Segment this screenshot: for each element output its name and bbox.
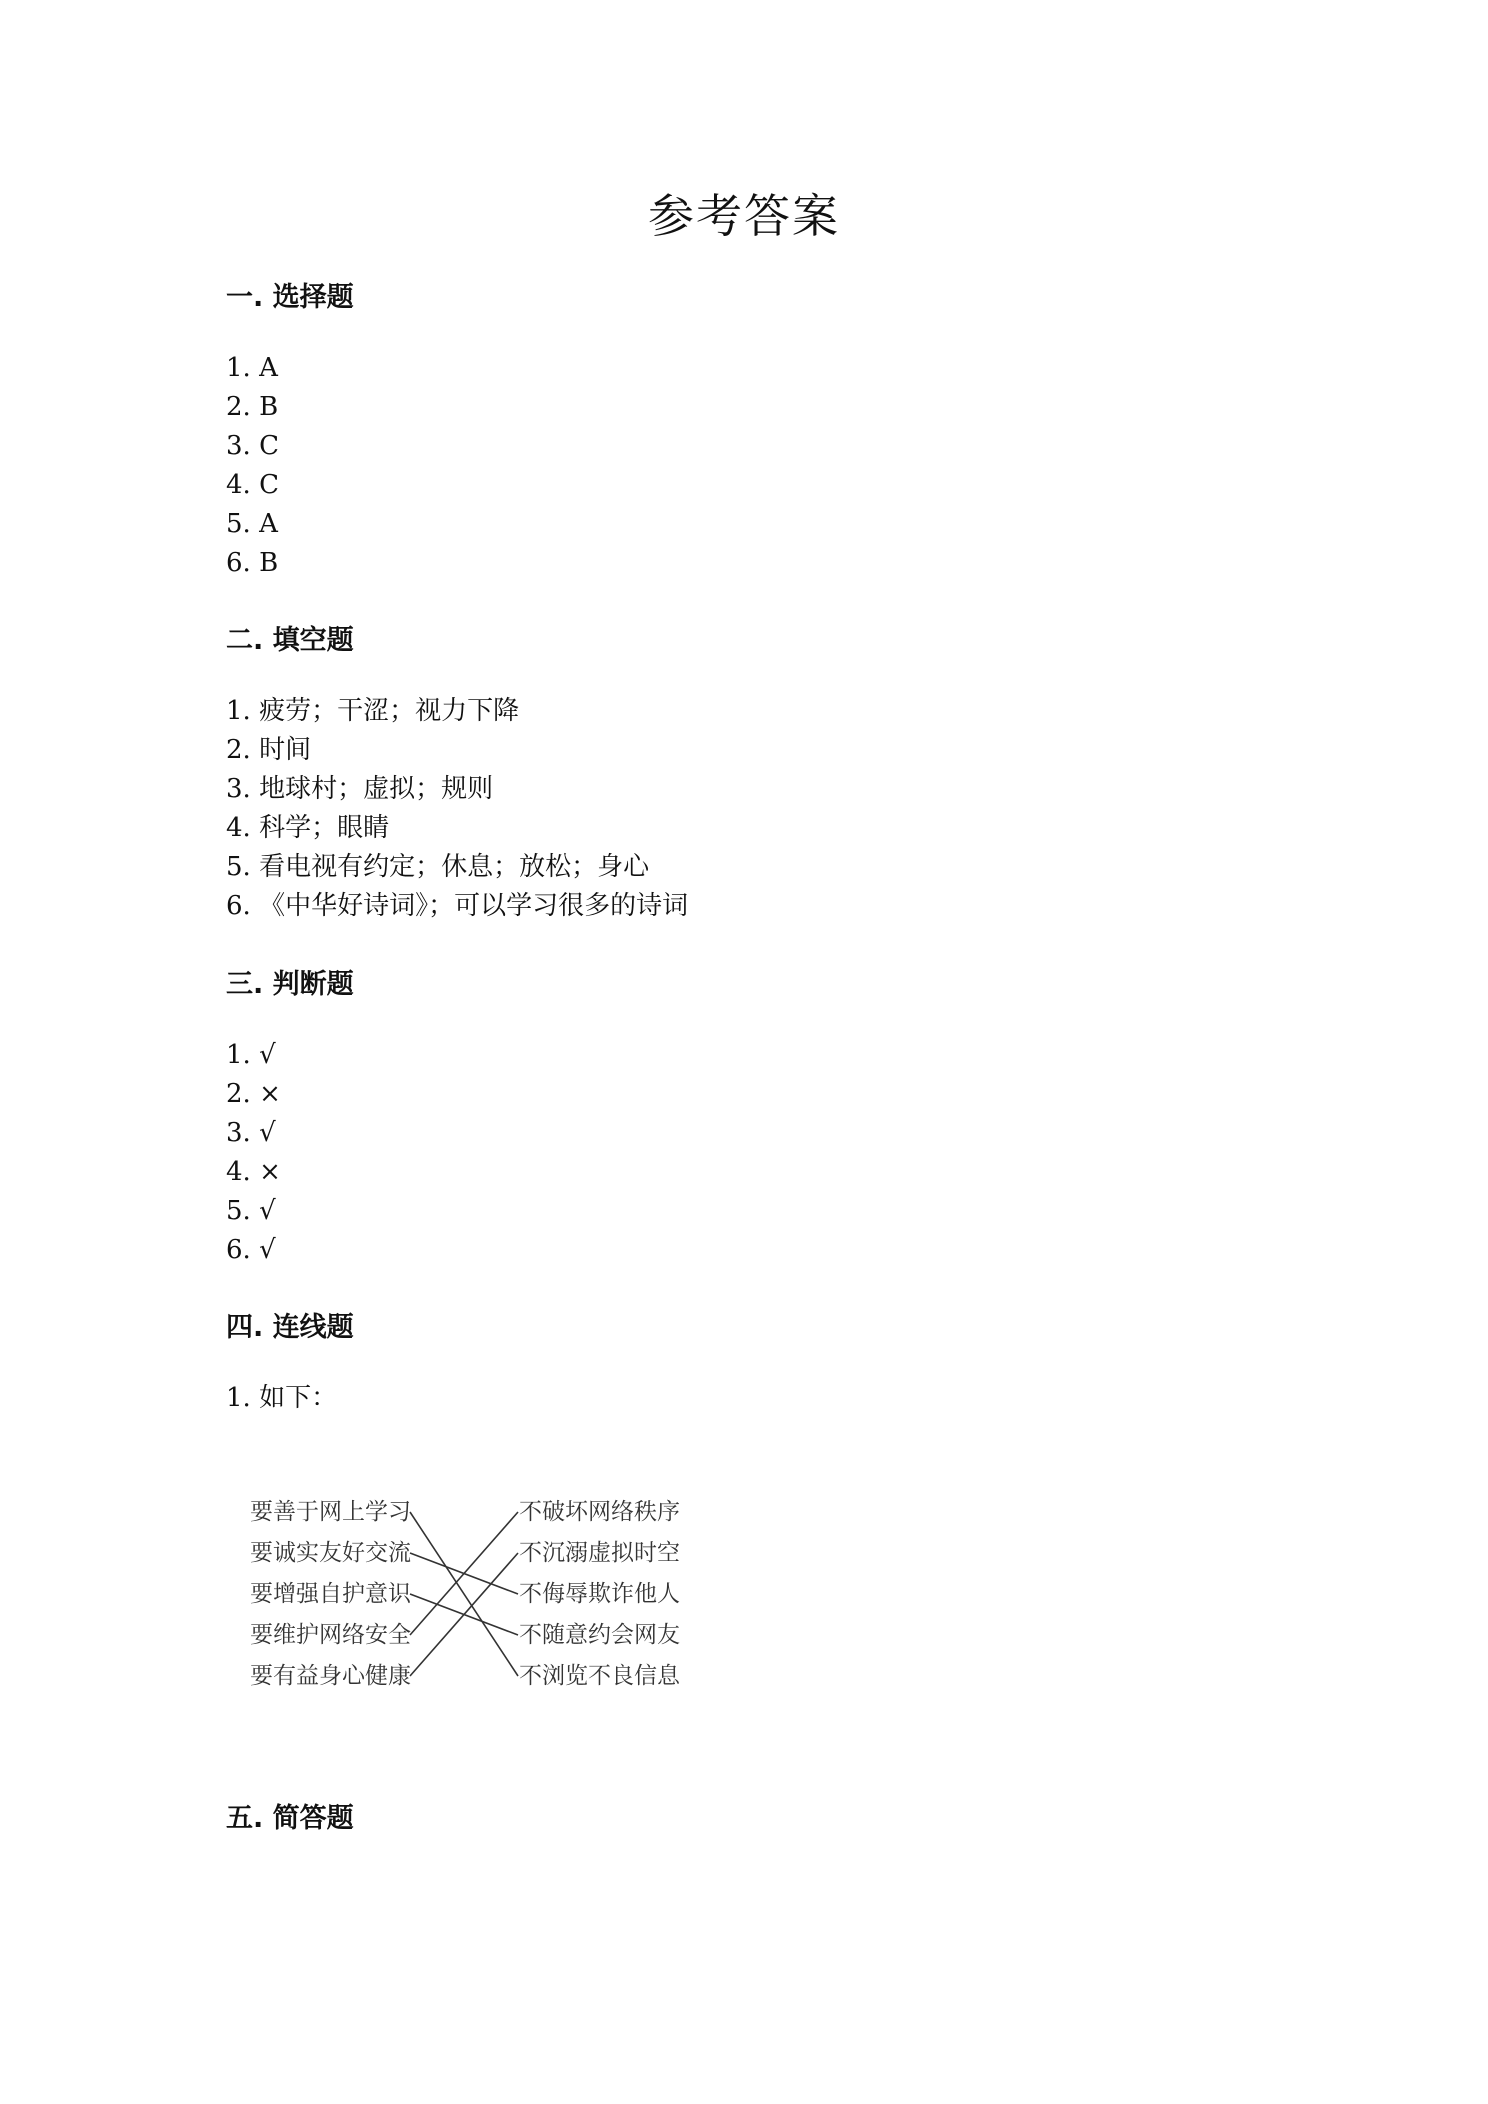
answer-item: 1. 如下：: [226, 1383, 338, 1413]
answer-item: 3. C: [226, 431, 279, 461]
matching-line: [410, 1512, 518, 1635]
matching-left-label: 要有益身心健康: [250, 1663, 411, 1689]
matching-left-label: 要维护网络安全: [250, 1622, 411, 1648]
section-heading-fill-blank: 二. 填空题: [226, 625, 354, 656]
answer-item: 2. ×: [226, 1079, 281, 1109]
answer-item: 3. √: [226, 1118, 276, 1148]
answer-item: 5. 看电视有约定；休息；放松；身心: [226, 852, 650, 882]
matching-right-label: 不沉溺虚拟时空: [519, 1540, 680, 1566]
matching-answer-list: [226, 1379, 337, 1418]
answer-item: 5. A: [226, 509, 278, 539]
answer-item: 6. √: [226, 1235, 276, 1265]
section-heading-choice: 一. 选择题: [226, 282, 354, 313]
answer-item: 2. B: [226, 392, 279, 422]
answer-item: 1. 疲劳；干涩；视力下降: [226, 696, 520, 726]
matching-right-label: 不破坏网络秩序: [519, 1499, 680, 1525]
answer-item: 1. A: [226, 353, 278, 383]
answer-item: 6. B: [226, 548, 279, 578]
matching-line: [410, 1512, 518, 1676]
matching-diagram: [240, 1490, 700, 1710]
section-heading-short-answer: 五. 简答题: [226, 1803, 354, 1834]
matching-left-label: 要诚实友好交流: [250, 1540, 411, 1566]
answer-item: 1. √: [226, 1040, 276, 1070]
answer-item: 4. 科学；眼睛: [226, 813, 390, 843]
answer-item: 2. 时间: [226, 735, 312, 765]
answer-item: 3. 地球村；虚拟；规则: [226, 774, 494, 804]
matching-left-label: 要增强自护意识: [250, 1581, 411, 1607]
matching-left-label: 要善于网上学习: [250, 1499, 411, 1525]
true-false-answer-list: [226, 1036, 281, 1270]
answer-item: 4. C: [226, 470, 279, 500]
matching-right-label: 不浏览不良信息: [519, 1663, 680, 1689]
section-heading-matching: 四. 连线题: [226, 1312, 354, 1343]
fill-blank-answer-list: [226, 692, 688, 926]
page-title: 参考答案: [648, 189, 840, 243]
answer-item: 6. 《中华好诗词》；可以学习很多的诗词: [226, 891, 689, 921]
matching-right-label: 不侮辱欺诈他人: [519, 1581, 680, 1607]
matching-line: [410, 1553, 518, 1676]
choice-answer-list: [226, 349, 279, 583]
matching-right-label: 不随意约会网友: [519, 1622, 680, 1648]
answer-item: 4. ×: [226, 1157, 281, 1187]
answer-item: 5. √: [226, 1196, 276, 1226]
section-heading-true-false: 三. 判断题: [226, 969, 354, 1000]
